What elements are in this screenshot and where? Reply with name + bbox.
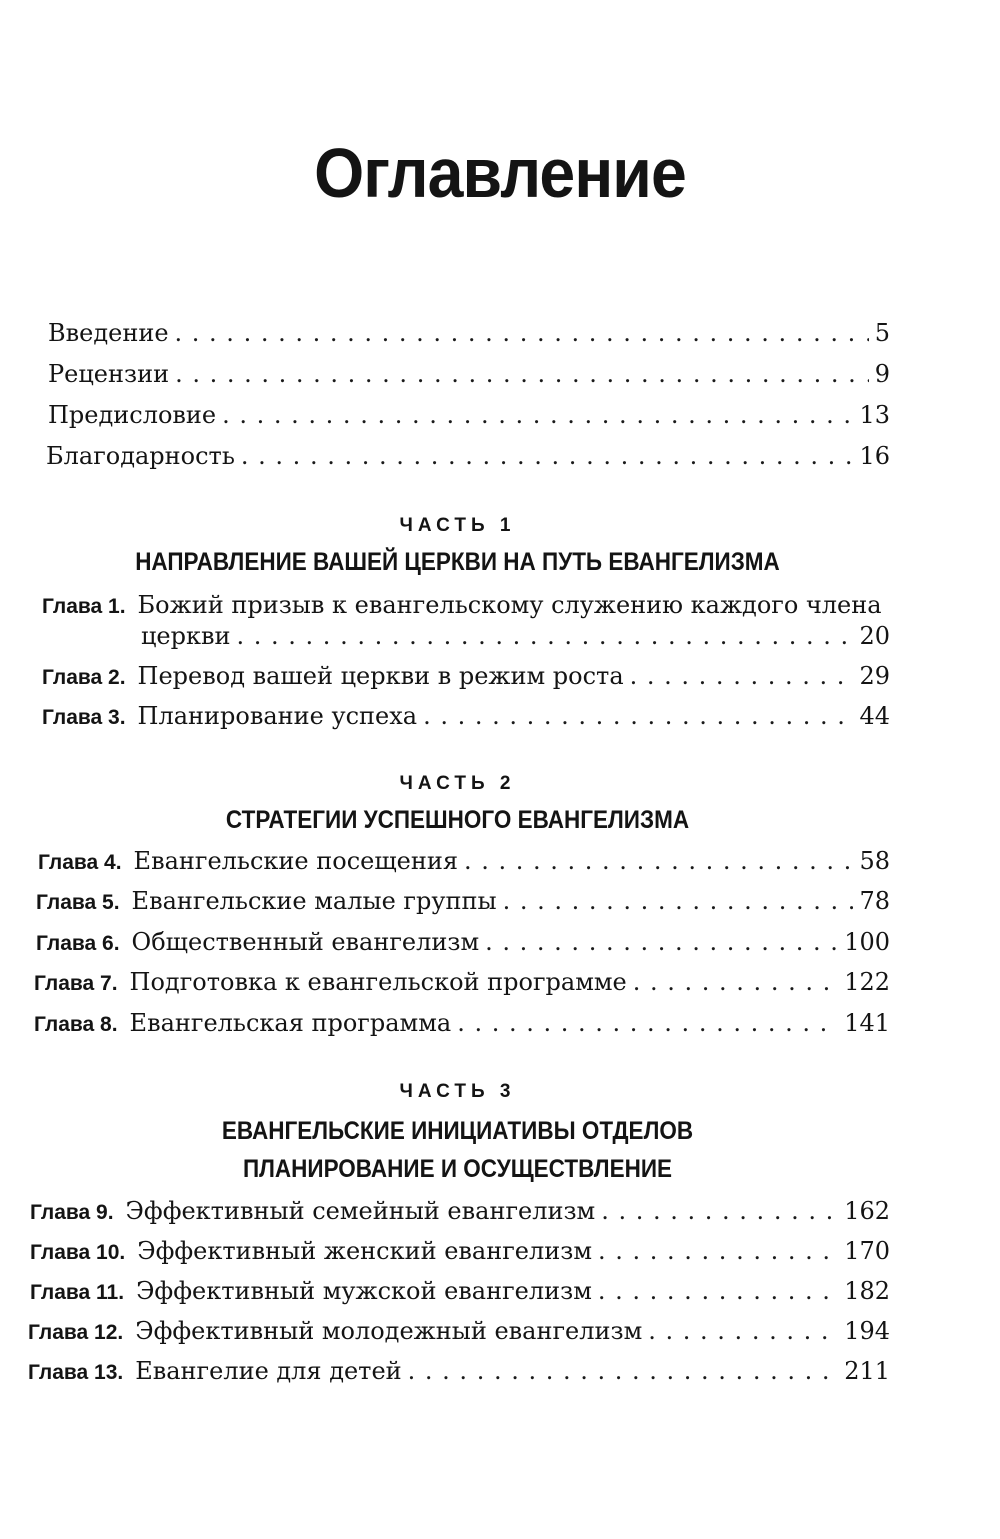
chapter-number: Глава 11. xyxy=(30,1281,125,1304)
chapter-title: Евангельские малые группы xyxy=(131,887,497,915)
toc-entry-page: 141 xyxy=(844,1009,890,1037)
toc-entry-chapter-11[interactable] xyxy=(30,1276,890,1306)
chapter-title: Эффективный семейный евангелизм xyxy=(125,1197,596,1225)
toc-entry-chapter-7[interactable] xyxy=(34,967,890,997)
toc-entry-introduction[interactable] xyxy=(48,318,890,348)
chapter-1-first-line[interactable] xyxy=(42,590,882,622)
toc-entry-page: 100 xyxy=(844,928,890,956)
toc-entry-page: 211 xyxy=(844,1357,890,1385)
part-1-label: ЧАСТЬ 1 xyxy=(399,515,516,536)
toc-entry-page: 182 xyxy=(844,1277,890,1305)
page-title: Оглавление xyxy=(314,134,686,212)
toc-entry-chapter-12[interactable] xyxy=(28,1316,890,1346)
chapter-title: Эффективный женский евангелизм xyxy=(137,1237,592,1265)
part-2-title: СТРАТЕГИИ УСПЕШНОГО ЕВАНГЕЛИЗМА xyxy=(225,806,690,834)
chapter-title: Евангелие для детей xyxy=(135,1357,402,1385)
chapter-number: Глава 2. xyxy=(42,666,126,689)
toc-entry-page: 13 xyxy=(859,401,890,429)
chapter-number: Глава 1. xyxy=(42,595,126,618)
chapter-title-line1: Божий призыв к евангельскому служению каждого члена xyxy=(137,591,882,619)
chapter-title: Подготовка к евангельской программе xyxy=(129,968,627,996)
chapter-title: Перевод вашей церкви в режим роста xyxy=(137,662,624,690)
toc-entry-chapter-4[interactable] xyxy=(38,846,890,876)
toc-entry-page: 58 xyxy=(859,847,890,875)
toc-entry-preface[interactable] xyxy=(48,400,890,430)
chapter-title: Эффективный молодежный евангелизм xyxy=(135,1317,643,1345)
part-3-title-line1: ЕВАНГЕЛЬСКИЕ ИНИЦИАТИВЫ ОТДЕЛОВ xyxy=(221,1117,694,1145)
toc-entry-reviews[interactable] xyxy=(48,359,890,389)
chapter-number: Глава 9. xyxy=(30,1201,114,1224)
part-3-label: ЧАСТЬ 3 xyxy=(399,1081,516,1102)
toc-entry-chapter-1[interactable] xyxy=(141,621,890,651)
toc-entry-page: 194 xyxy=(844,1317,890,1345)
toc-entry-chapter-13[interactable] xyxy=(28,1356,890,1386)
toc-entry-chapter-5[interactable] xyxy=(36,886,890,916)
toc-entry-page: 170 xyxy=(844,1237,890,1265)
chapter-number: Глава 10. xyxy=(30,1241,126,1264)
toc-entry-page: 9 xyxy=(874,360,890,388)
toc-entry-page: 162 xyxy=(844,1197,890,1225)
toc-entry-chapter-8[interactable] xyxy=(34,1008,890,1038)
chapter-number: Глава 5. xyxy=(36,891,120,914)
toc-entry-label: Благодарность xyxy=(46,442,235,470)
chapter-number: Глава 3. xyxy=(42,706,126,729)
part-2-label: ЧАСТЬ 2 xyxy=(399,773,516,794)
part-1-title: НАПРАВЛЕНИЕ ВАШЕЙ ЦЕРКВИ НА ПУТЬ ЕВАНГЕЛИЗМА xyxy=(135,548,780,576)
toc-entry-page: 122 xyxy=(844,968,890,996)
chapter-title: Эффективный мужской евангелизм xyxy=(136,1277,592,1305)
toc-entry-page: 16 xyxy=(859,442,890,470)
chapter-title: церкви xyxy=(141,622,231,650)
chapter-number: Глава 12. xyxy=(28,1321,124,1344)
toc-entry-page: 29 xyxy=(859,662,890,690)
toc-entry-label: Рецензии xyxy=(48,360,170,388)
toc-entry-page: 78 xyxy=(859,887,890,915)
chapter-title: Евангельские посещения xyxy=(133,847,458,875)
chapter-number: Глава 6. xyxy=(36,932,120,955)
part-3-title-line2: ПЛАНИРОВАНИЕ И ОСУЩЕСТВЛЕНИЕ xyxy=(242,1155,673,1183)
chapter-title: Планирование успеха xyxy=(137,702,418,730)
chapter-number: Глава 13. xyxy=(28,1361,124,1384)
toc-entry-chapter-6[interactable] xyxy=(36,927,890,957)
toc-entry-label: Введение xyxy=(48,319,169,347)
toc-entry-label: Предисловие xyxy=(48,401,217,429)
toc-entry-page: 5 xyxy=(874,319,890,347)
chapter-number: Глава 4. xyxy=(38,851,122,874)
chapter-title: Общественный евангелизм xyxy=(131,928,480,956)
chapter-title: Евангельская программа xyxy=(129,1009,452,1037)
toc-entry-chapter-10[interactable] xyxy=(30,1236,890,1266)
toc-entry-page: 20 xyxy=(859,622,890,650)
chapter-number: Глава 8. xyxy=(34,1013,118,1036)
toc-entry-acknowledgements[interactable] xyxy=(46,441,890,471)
toc-entry-chapter-3[interactable] xyxy=(42,701,890,731)
chapter-number: Глава 7. xyxy=(34,972,118,995)
toc-entry-chapter-9[interactable] xyxy=(30,1196,890,1226)
toc-entry-page: 44 xyxy=(859,702,890,730)
toc-entry-chapter-2[interactable] xyxy=(42,661,890,691)
